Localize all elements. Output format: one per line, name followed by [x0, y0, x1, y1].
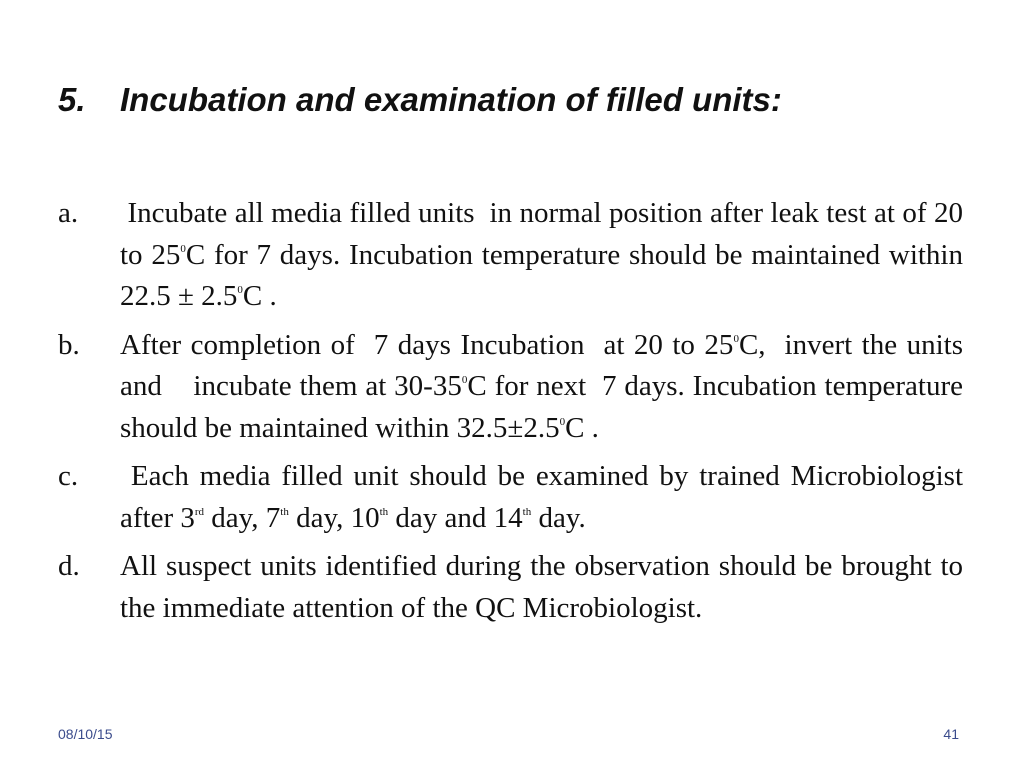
text-run: Incubate all media filled units in normal position after leak test at of 20 to 25 — [120, 197, 971, 271]
list-item-text — [120, 193, 971, 318]
list-item-marker: c. — [58, 460, 79, 492]
text-run: All suspect units identified during the observation should be brought to the immediate attention of the QC Microbiologist. — [120, 550, 971, 624]
slide-title — [58, 76, 978, 124]
list-item-marker: b. — [58, 328, 80, 361]
text-run: day. — [531, 501, 586, 534]
list-item — [58, 546, 971, 629]
list-item-text — [120, 546, 971, 629]
list-item-text — [120, 456, 971, 539]
footer-date: 08/10/15 — [58, 726, 113, 742]
text-run: C . — [242, 280, 277, 312]
superscript: th — [522, 505, 532, 518]
list-item-marker: d. — [58, 550, 80, 582]
superscript: 0 — [180, 242, 186, 255]
text-run: C . — [565, 411, 599, 444]
superscript: 0 — [733, 332, 739, 345]
text-run: day and 14 — [388, 501, 523, 534]
slide-title-number: 5. — [58, 81, 86, 118]
list-item-text — [120, 325, 971, 450]
superscript: 0 — [461, 374, 468, 386]
text-run: day, 10 — [288, 501, 380, 534]
text-run: C for next 7 days. Incubation temperature should be maintained within 32.5±2.5 — [120, 370, 971, 444]
text-run: C for 7 days. Incubation temperature should be maintained within 22.5 ± 2.5 — [120, 238, 971, 312]
superscript: th — [379, 505, 389, 518]
text-run: After completion of 7 days Incubation at 20 to 25 — [120, 328, 734, 361]
text-run: Each media filled unit should be examined by trained Microbiologist after 3 — [120, 460, 971, 534]
footer-page-number: 41 — [943, 726, 959, 742]
superscript: 0 — [237, 284, 243, 296]
slide-title-text: Incubation and examination of filled units: — [120, 81, 782, 118]
superscript: rd — [194, 505, 205, 518]
slide-content — [58, 193, 971, 636]
superscript: 0 — [559, 415, 566, 428]
text-run: day, 7 — [204, 501, 281, 534]
list-item-marker: a. — [58, 197, 79, 229]
superscript: th — [280, 505, 289, 518]
list-item — [58, 325, 971, 450]
text-run: C, invert the units and incubate them at 30-35 — [120, 328, 971, 402]
list-item — [58, 193, 971, 318]
list-item — [58, 456, 971, 539]
